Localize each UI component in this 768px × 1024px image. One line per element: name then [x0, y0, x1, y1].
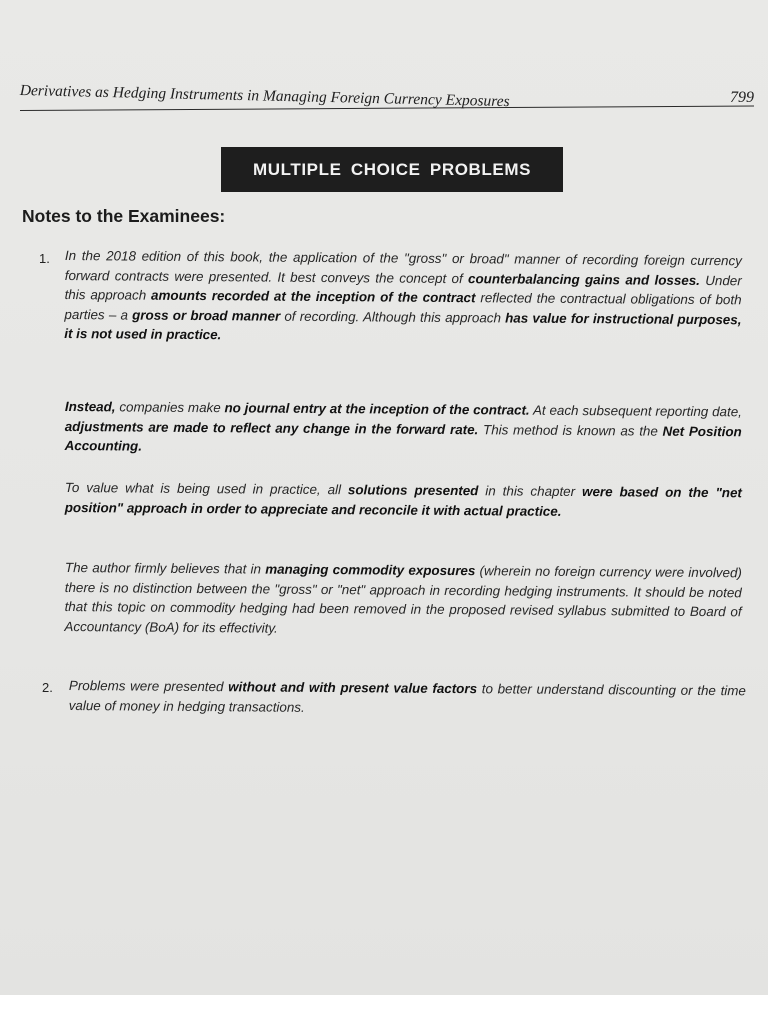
item-paragraph: [64, 246, 742, 349]
bold-text-run: amounts recorded at the inception of the contract: [151, 287, 476, 306]
bold-text-run: no journal entry at the inception of the contract.: [224, 400, 530, 418]
text-run: in this chapter: [478, 483, 583, 500]
bold-text-run: adjustments are made to reflect any change in the forward rate.: [64, 418, 479, 437]
item-number: 1.: [39, 251, 50, 266]
bold-text-run: counterbalancing gains and losses.: [468, 270, 700, 288]
section-banner: MULTIPLE CHOICE PROBLEMS: [221, 147, 563, 192]
item-paragraph: [64, 558, 742, 641]
text-run: companies make: [115, 399, 225, 416]
text-run: The author firmly believes that in: [64, 559, 266, 577]
item-paragraph: [69, 676, 746, 720]
running-header-title: Derivatives as Hedging Instruments in Managing Foreign Currency Exposures: [19, 82, 510, 111]
bold-text-run: were based on the "net position" approach in order to appreciate and reconcile it with actual practice.: [64, 484, 742, 519]
item-paragraph: [65, 478, 742, 522]
text-run: to better understand discounting or the time value of money in hedging transactions.: [68, 681, 746, 715]
text-run: In the 2018 edition of this book, the application of the "gross" or broad" manner of recording foreign currency forward contracts were presented. It best conveys the concept of: [64, 247, 742, 286]
bold-text-run: managing commodity exposures: [265, 561, 476, 579]
text-run: This method is known as the: [478, 421, 663, 439]
bold-text-run: solutions presented: [347, 482, 479, 499]
text-run: Under this approach: [64, 272, 742, 303]
text-run: (wherein no foreign currency were involved) there is no distinction between the "gross" or "net" approach in recording hedging instruments. It should be noted that this topic on commodity hedging had been removed in the proposed revised syllabus submitted to Board of Accountancy (BoA) for its effectivity.: [64, 563, 742, 636]
text-run: reflected the contractual obligations of both parties – a: [64, 290, 742, 323]
bold-text-run: Instead,: [64, 398, 116, 415]
item-number: 2.: [42, 680, 53, 695]
bold-text-run: gross or broad manner: [132, 307, 281, 324]
bold-text-run: has value for instructional purposes, it is not used in practice.: [64, 309, 742, 343]
notes-heading: Notes to the Examinees:: [22, 206, 226, 226]
text-run: Problems were presented: [68, 677, 229, 695]
page-number: 799: [730, 89, 754, 106]
text-run: To value what is being used in practice, all: [64, 479, 349, 498]
running-header: [20, 80, 754, 114]
item-paragraph: [65, 397, 742, 461]
bold-text-run: Net Position Accounting.: [64, 423, 742, 454]
text-run: of recording. Although this approach: [280, 308, 506, 325]
text-run: At each subsequent reporting date,: [529, 402, 742, 420]
bold-text-run: without and with present value factors: [228, 679, 478, 697]
